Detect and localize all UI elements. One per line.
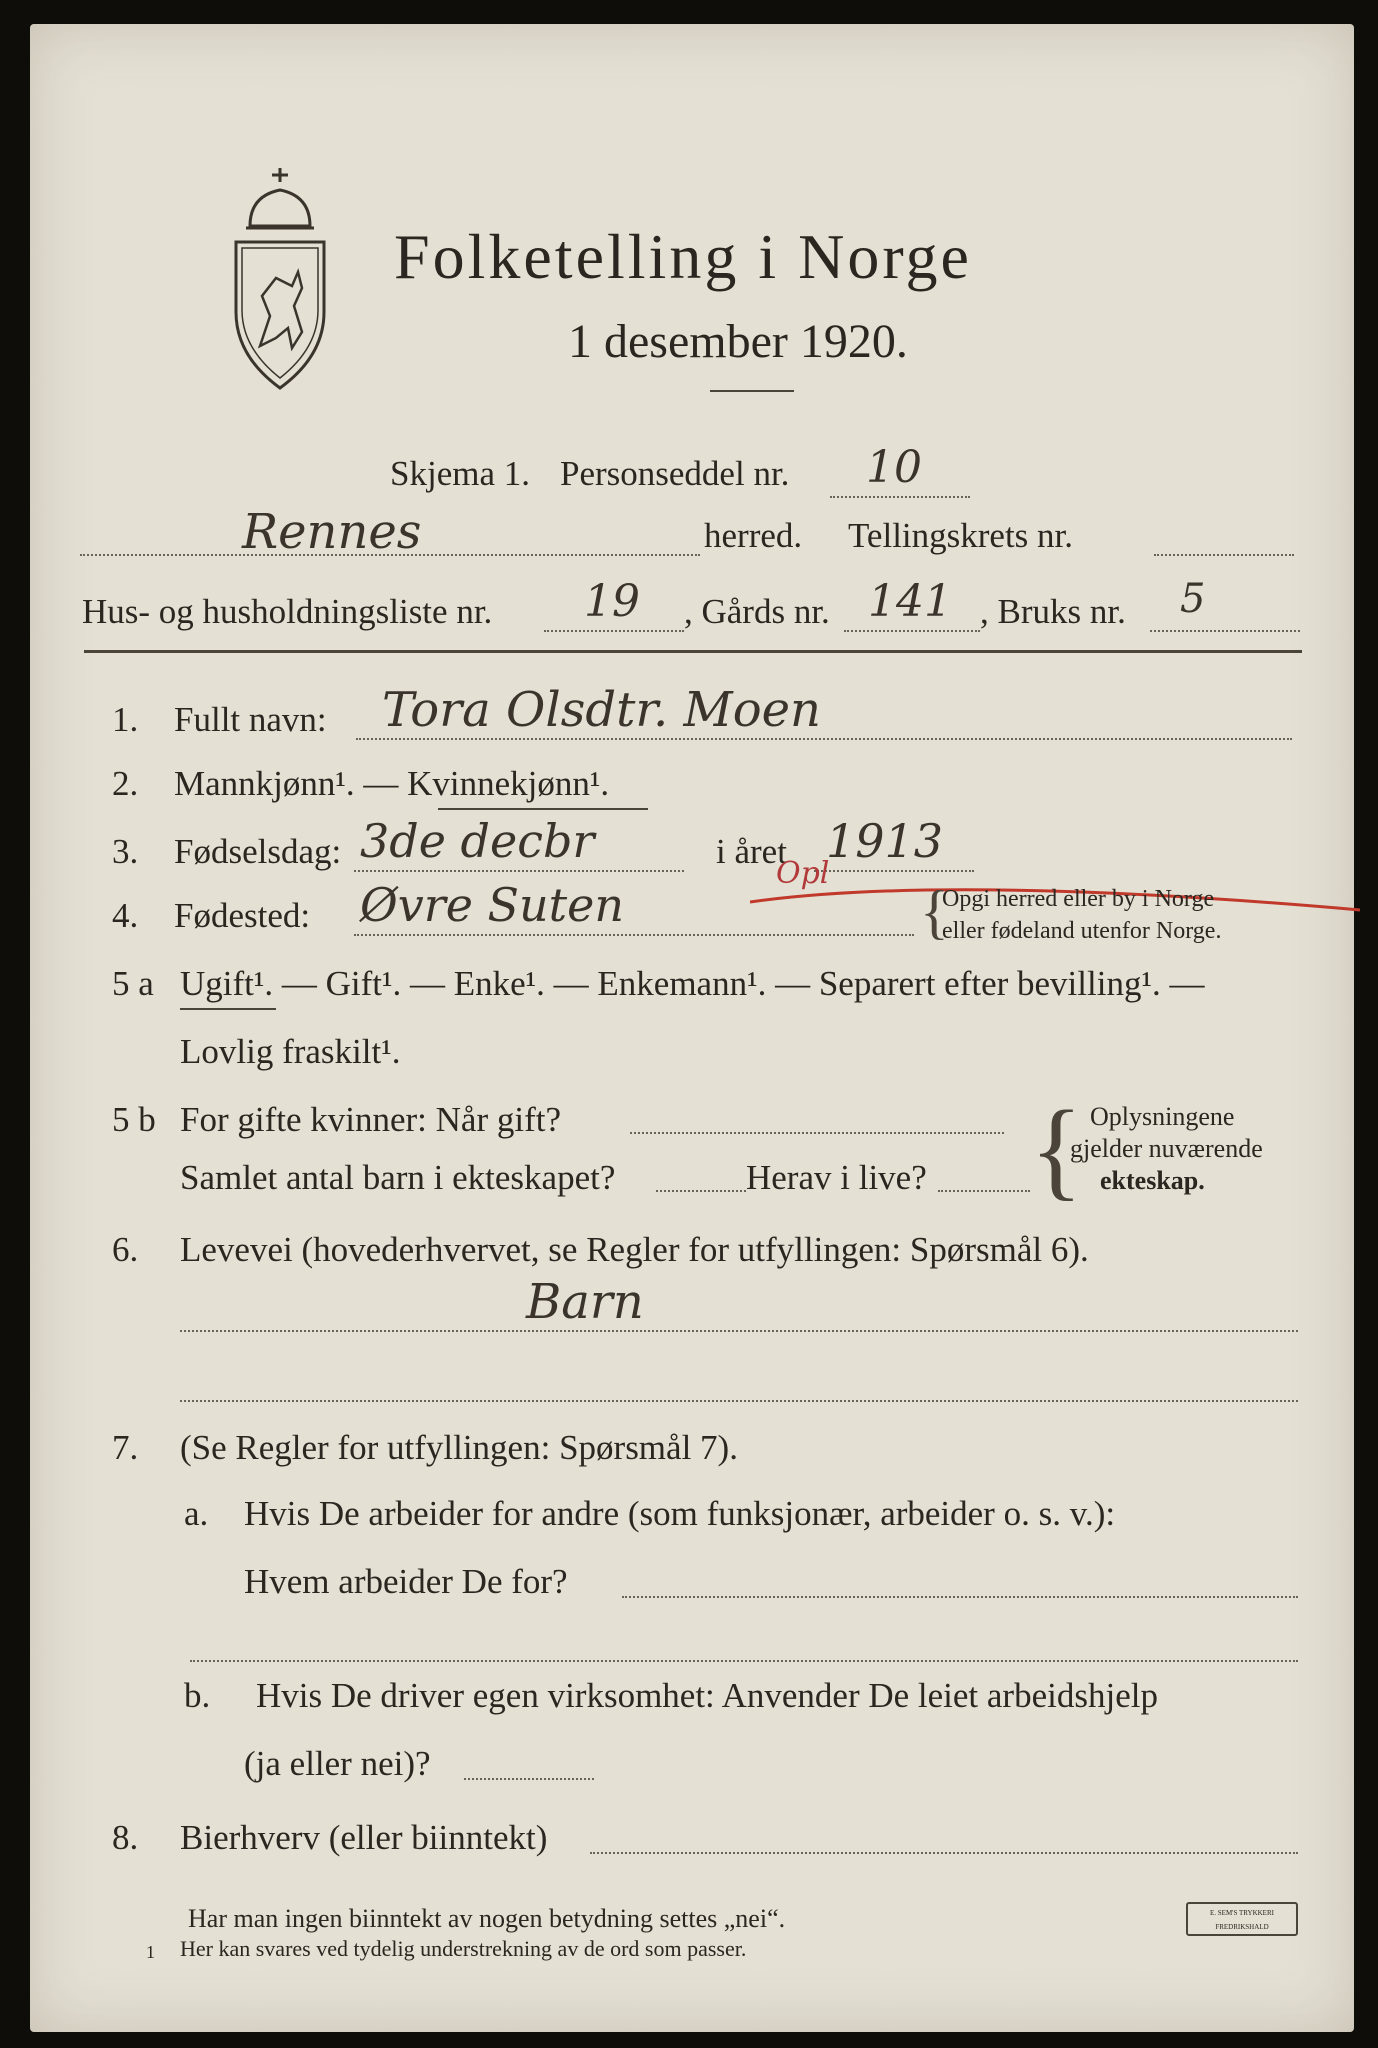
tellingskrets-label: Tellingskrets nr. <box>848 516 1074 555</box>
q8-number: 8. <box>112 1818 139 1857</box>
footnote-marker: 1 <box>146 1942 155 1962</box>
q4-number: 4. <box>112 896 139 935</box>
bruks-label: , Bruks nr. <box>980 592 1126 631</box>
census-date: 1 desember 1920. <box>568 315 908 368</box>
q5a-number: 5 a <box>112 964 154 1003</box>
q7a-employer-label: Hvem arbeider De for? <box>244 1562 568 1601</box>
q5a-marital-options: Ugift¹. — Gift¹. — Enke¹. — Enkemann¹. — Separert efter bevilling¹. — <box>180 964 1205 1003</box>
q1-full-name-value: Tora Olsdtr. Moen <box>382 682 821 738</box>
q7-label: (Se Regler for utfyllingen: Spørsmål 7). <box>180 1428 738 1467</box>
census-form-page: Folketelling i Norge 1 desember 1920. Skjema 1. Personseddel nr. 10 Rennes herred. Tellingskrets nr. Hus- og husholdningsliste nr. 19 , Gårds nr. 141 , Bruks nr. 5 1. Fullt navn: Tora Olsdtr. Moen 2. Mannkjønn¹. — Kvinnekjønn¹. 3. Fødselsdag: 3de decbr i året 1913 4. Fødested: Øvre Suten Opl { Opgi herred eller by i Norge eller fødeland utenfor Norge. 5 a Ugift¹. — Gift¹. — Enke¹. — Enkemann¹. — Separert efter bevilling¹. — Lovlig fraskilt¹. 5 b For gifte kvinner: Når gift? Samlet antal barn i ekteskapet? Herav i live? { Oplysningene gjelder nuværende ekteskap. 6. Levevei (hovederhvervet, se Regler for utfyllingen: Spørsmål 6). Barn 7. (Se Regler for utfyllingen: Spørsmål 7). a. Hvis De arbeider for andre (som funksjonær, arbeider o. s. v.): Hvem arbeider De for? b. Hvis De driver egen virksomhet: Anvender De leiet arbeidshjelp (ja eller nei)? 8. Bierhverv (eller biinntekt) Har man ingen biinntekt av nogen betydning settes „nei“. 1 Her kan svares ved tydelig understrekning av de ord som passer. E. SEM'S TRYKKERI FREDRIKSHALD <box>30 24 1354 2032</box>
q5b-note-line2: gjelder nuværende <box>1070 1134 1263 1163</box>
q5b-label: For gifte kvinner: Når gift? <box>180 1100 562 1139</box>
gards-label: , Gårds nr. <box>684 592 830 631</box>
q4-note-line1: Opgi herred eller by i Norge <box>942 886 1215 912</box>
footer-note: Har man ingen biinntekt av nogen betydning settes „nei“. <box>188 1904 786 1933</box>
q5b-note-line3: ekteskap. <box>1100 1166 1205 1195</box>
q3-number: 3. <box>112 832 139 871</box>
bruks-value: 5 <box>1180 576 1206 622</box>
q7b-yes-no-label: (ja eller nei)? <box>244 1744 431 1783</box>
q8-label: Bierhverv (eller biinntekt) <box>180 1818 548 1857</box>
q2-selected-underline <box>438 808 648 810</box>
q4-birthplace-value: Øvre Suten <box>360 878 625 932</box>
q7b-letter: b. <box>184 1676 211 1715</box>
hus-value: 19 <box>584 576 640 627</box>
q7a-label: Hvis De arbeider for andre (som funksjonær, arbeider o. s. v.): <box>244 1494 1116 1533</box>
footnote-text: Her kan svares ved tydelig understrekning av de ord som passer. <box>180 1936 747 1961</box>
q5b-note-line1: Oplysningene <box>1090 1102 1235 1131</box>
form-title: Folketelling i Norge <box>394 221 972 292</box>
printer-stamp: E. SEM'S TRYKKERI FREDRIKSHALD <box>1186 1902 1298 1936</box>
norwegian-coat-of-arms-icon <box>226 166 334 396</box>
q3-year-value: 1913 <box>826 814 944 868</box>
q6-number: 6. <box>112 1230 139 1269</box>
q5a-marital-options-line2: Lovlig fraskilt¹. <box>180 1032 401 1071</box>
q5b-alive-label: Herav i live? <box>746 1158 927 1197</box>
title-divider <box>710 390 794 392</box>
hus-label: Hus- og husholdningsliste nr. <box>82 592 493 631</box>
q2-gender-options: Mannkjønn¹. — Kvinnekjønn¹. <box>174 764 610 803</box>
personseddel-value: 10 <box>866 442 922 493</box>
q3-year-label: i året <box>716 832 787 871</box>
q7a-letter: a. <box>184 1494 209 1533</box>
header-divider <box>84 650 1302 653</box>
q4-note-line2: eller fødeland utenfor Norge. <box>942 918 1222 944</box>
q5b-number: 5 b <box>112 1100 156 1139</box>
gards-value: 141 <box>868 576 952 627</box>
q4-correction-value: Opl <box>776 856 830 891</box>
q3-birthday-value: 3de decbr <box>360 814 595 868</box>
q5a-selected-underline <box>180 1008 276 1010</box>
skjema-label: Skjema 1. <box>390 454 530 493</box>
q4-label: Fødested: <box>174 896 311 935</box>
q7-number: 7. <box>112 1428 139 1467</box>
q1-number: 1. <box>112 700 139 739</box>
q6-label: Levevei (hovederhvervet, se Regler for utfyllingen: Spørsmål 6). <box>180 1230 1089 1269</box>
q2-number: 2. <box>112 764 139 803</box>
q7b-label: Hvis De driver egen virksomhet: Anvender De leiet arbeidshjelp <box>256 1676 1158 1715</box>
q3-label: Fødselsdag: <box>174 832 342 871</box>
herred-value: Rennes <box>242 504 422 560</box>
q5b-children-label: Samlet antal barn i ekteskapet? <box>180 1158 616 1197</box>
q1-label: Fullt navn: <box>174 700 327 739</box>
q6-occupation-value: Barn <box>526 1274 644 1330</box>
personseddel-label: Personseddel nr. <box>560 454 790 493</box>
herred-label: herred. <box>704 516 803 555</box>
